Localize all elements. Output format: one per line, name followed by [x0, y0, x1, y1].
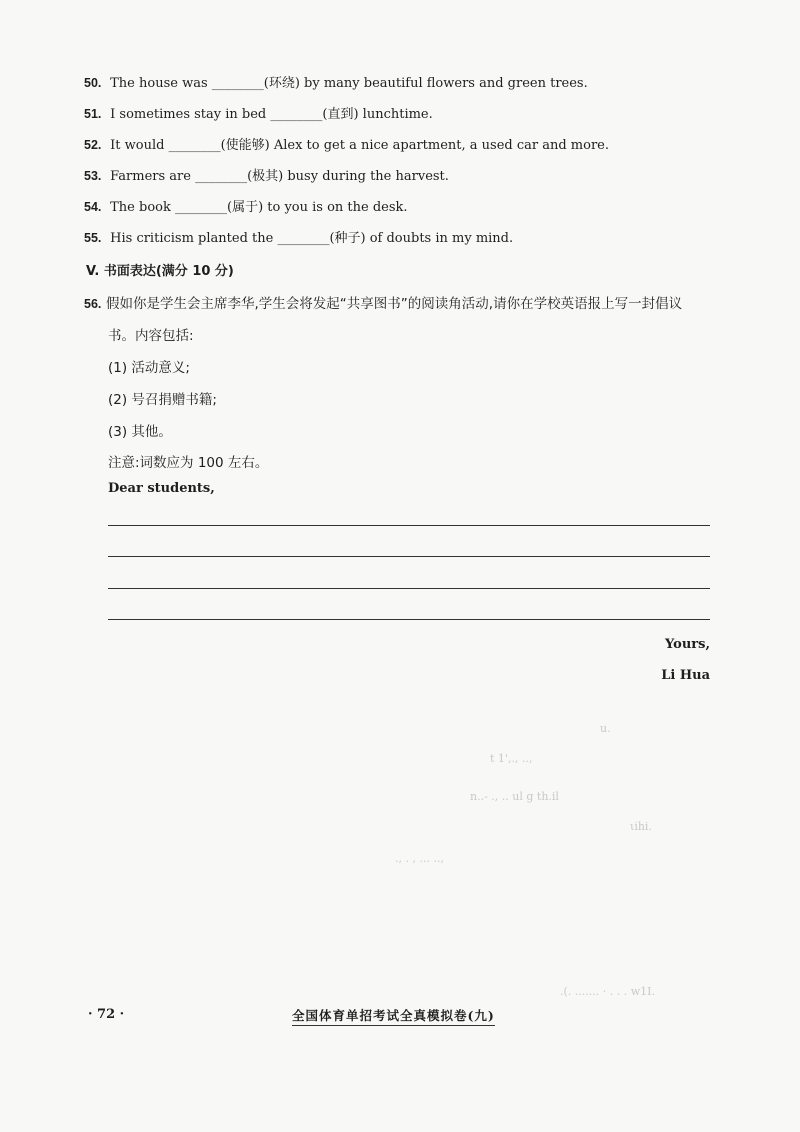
question-text: It would ________(使能够) Alex to get a nice apartment, a used car and more. [110, 138, 609, 153]
bleed-through-text: ., . , ... .., [395, 852, 444, 865]
task-point-2: (2) 号召捐赠书籍; [108, 392, 217, 408]
task-prompt-line-2: 书。内容包括: [108, 328, 194, 344]
task-note: 注意:词数应为 100 左右。 [108, 455, 269, 471]
question-number: 50. [84, 76, 102, 90]
answer-line[interactable] [108, 525, 710, 526]
question-55 [84, 229, 513, 248]
question-number: 54. [84, 200, 102, 214]
bleed-through-text: t 1',., .., [490, 752, 533, 765]
closing-name: Li Hua [661, 668, 710, 683]
question-number: 52. [84, 138, 102, 152]
bleed-through-text: ιihi. [630, 820, 652, 833]
salutation: Dear students, [108, 481, 215, 496]
task-prompt-text: 假如你是学生会主席李华,学生会将发起“共享图书”的阅读角活动,请你在学校英语报上写一封倡议 [106, 296, 683, 312]
question-50 [84, 74, 588, 93]
footer-title: 全国体育单招考试全真模拟卷(九) [292, 1006, 495, 1026]
question-text: The book ________(属于) to you is on the desk. [110, 200, 408, 215]
question-text: His criticism planted the ________(种子) of doubts in my mind. [110, 231, 514, 246]
bleed-through-text: u. [600, 722, 611, 735]
task-point-1: (1) 活动意义; [108, 360, 190, 376]
task-point-3: (3) 其他。 [108, 424, 172, 440]
page-number: · 72 · [88, 1007, 125, 1022]
question-number: 55. [84, 231, 102, 245]
question-text: I sometimes stay in bed ________(直到) lunchtime. [110, 107, 433, 122]
question-text: Farmers are ________(极其) busy during the harvest. [110, 169, 449, 184]
question-text: The house was ________(环绕) by many beautiful flowers and green trees. [110, 76, 588, 91]
question-number: 56. [84, 297, 102, 311]
bleed-through-text: .(. ....... · . . . w1I. [560, 985, 655, 998]
question-54 [84, 198, 408, 217]
task-prompt-line-1 [84, 292, 682, 312]
bleed-through-text: n..- ., .. ul g th.il [470, 790, 559, 803]
answer-line[interactable] [108, 619, 710, 620]
closing-yours: Yours, [665, 637, 710, 652]
answer-line[interactable] [108, 556, 710, 557]
question-53 [84, 167, 449, 186]
answer-line[interactable] [108, 588, 710, 589]
question-number: 51. [84, 107, 102, 121]
question-52 [84, 136, 609, 155]
question-number: 53. [84, 169, 102, 183]
question-51 [84, 105, 433, 124]
section-heading: V. 书面表达(满分 10 分) [86, 264, 234, 279]
